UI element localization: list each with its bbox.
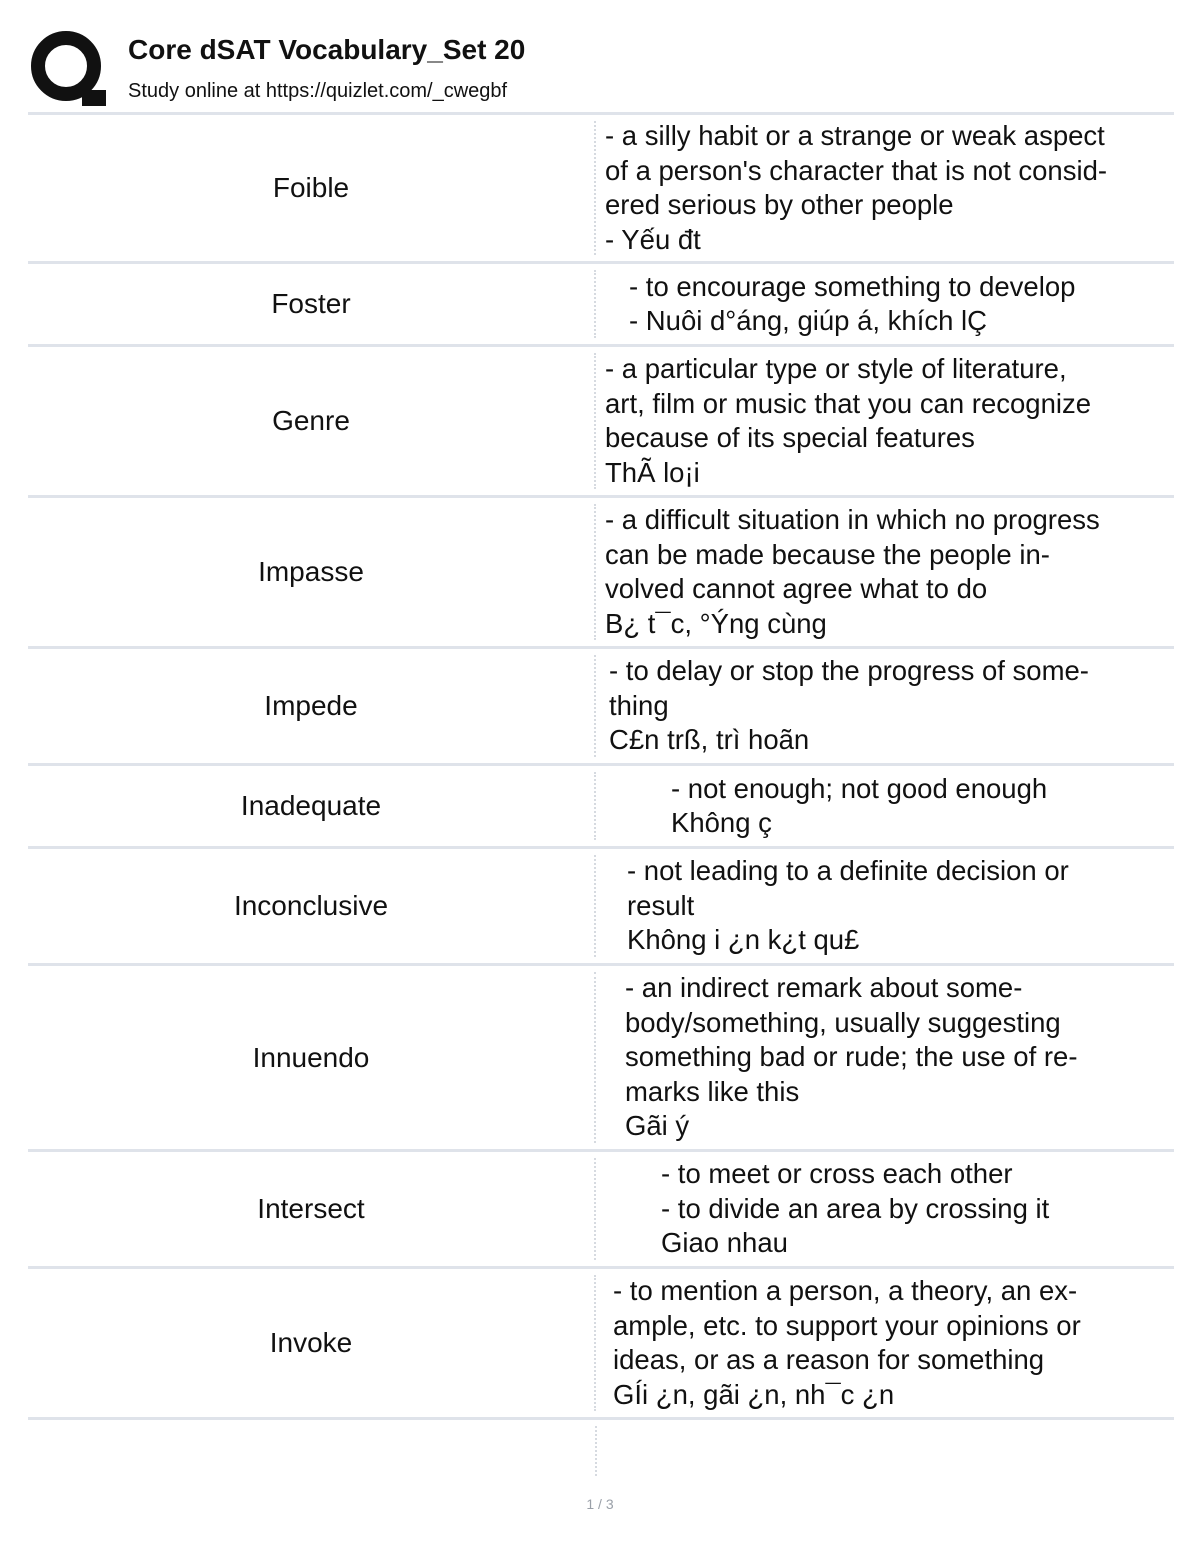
definition-line: - Yếu đt (605, 223, 701, 255)
definition-line: ered serious by other people (605, 189, 954, 220)
definition-line: Gãi ý (625, 1110, 690, 1142)
vocabulary-table (28, 112, 1174, 1480)
term-cell: Foster (271, 288, 351, 319)
table-row (28, 498, 1174, 646)
term-cell: Inadequate (240, 790, 382, 821)
definition-line: ideas, or as a reason for something (613, 1344, 1045, 1375)
definition-line: - a difficult situation in which no progress (605, 504, 1100, 535)
definition-line: ample, etc. to support your opinions or (613, 1309, 1081, 1341)
definition-cell (599, 347, 1174, 495)
definition-line: - Nuôi d°áng, giúp á, khích lÇ (629, 305, 987, 336)
table-row (28, 264, 1174, 344)
definition-line: thing (609, 689, 669, 721)
term-cell: Invoke (269, 1327, 353, 1358)
definition-line: Giao nhau (661, 1227, 788, 1259)
definition-line: - to encourage something to develop (629, 270, 1076, 302)
quizlet-logo-icon (30, 30, 106, 106)
definition-line: - a particular type or style of literature, (605, 353, 1067, 384)
table-row (28, 766, 1174, 846)
definition-line: of a person's character that is not consid- (605, 154, 1108, 186)
study-online-link[interactable]: Study online at https://quizlet.com/_cwegbf (128, 80, 508, 102)
definition-line: - a silly habit or a strange or weak aspect (605, 120, 1105, 151)
term-cell: Genre (272, 405, 350, 436)
definition-line: - to mention a person, a theory, an ex- (613, 1275, 1078, 1306)
definition-line: - to meet or cross each other (661, 1158, 1013, 1190)
definition-line: marks like this (625, 1075, 800, 1107)
definition-line: art, film or music that you can recognize (605, 387, 1092, 419)
table-row (28, 1269, 1174, 1417)
definition-cell (599, 264, 1174, 344)
definition-cell (599, 1269, 1174, 1417)
definition-cell (599, 115, 1174, 261)
table-row (28, 1152, 1174, 1266)
empty-row (28, 1420, 1174, 1480)
definition-line: body/something, usually suggesting (625, 1006, 1061, 1038)
document-title: Core dSAT Vocabulary_Set 20 (128, 34, 526, 65)
term-cell: Foible (272, 172, 350, 203)
table-row (28, 966, 1174, 1149)
term-cell: Impasse (258, 556, 364, 587)
definition-cell (599, 849, 1174, 963)
definition-line: - an indirect remark about some- (625, 972, 1023, 1004)
definition-cell (599, 1152, 1174, 1266)
definition-line: because of its special features (605, 422, 975, 453)
definition-line: B¿ t¯c, °Ýng cùng (605, 607, 827, 639)
term-cell: Inconclusive (233, 890, 389, 921)
definition-line: something bad or rude; the use of re- (625, 1041, 1078, 1073)
table-row (28, 649, 1174, 763)
definition-cell (599, 649, 1174, 763)
definition-line: Không ç (671, 807, 772, 838)
definition-line: ThÃ lo¡i (605, 456, 700, 488)
table-row (28, 347, 1174, 495)
column-divider (595, 1426, 600, 1476)
definition-line: result (627, 889, 695, 921)
page-number: 1 / 3 (586, 1496, 614, 1512)
term-cell: Intersect (257, 1193, 365, 1224)
table-row (28, 849, 1174, 963)
definition-line: - to delay or stop the progress of some- (609, 655, 1089, 687)
definition-line: Không i ¿n k¿t qu£ (627, 924, 860, 956)
term-cell: Innuendo (252, 1041, 370, 1073)
definition-line: - to divide an area by crossing it (661, 1192, 1050, 1224)
definition-line: can be made because the people in- (605, 538, 1050, 570)
definition-line: volved cannot agree what to do (605, 573, 988, 604)
definition-cell (599, 966, 1174, 1149)
definition-line: - not leading to a definite decision or (627, 855, 1069, 887)
table-row (28, 115, 1174, 261)
term-cell: Impede (264, 690, 358, 721)
definition-line: C£n trß, trì hoãn (609, 724, 810, 756)
definition-line: GÍi ¿n, gãi ¿n, nh¯c ¿n (613, 1378, 895, 1410)
definition-line: - not enough; not good enough (671, 772, 1048, 804)
definition-cell (599, 498, 1174, 646)
page-header (30, 30, 1170, 110)
definition-cell (599, 766, 1174, 846)
